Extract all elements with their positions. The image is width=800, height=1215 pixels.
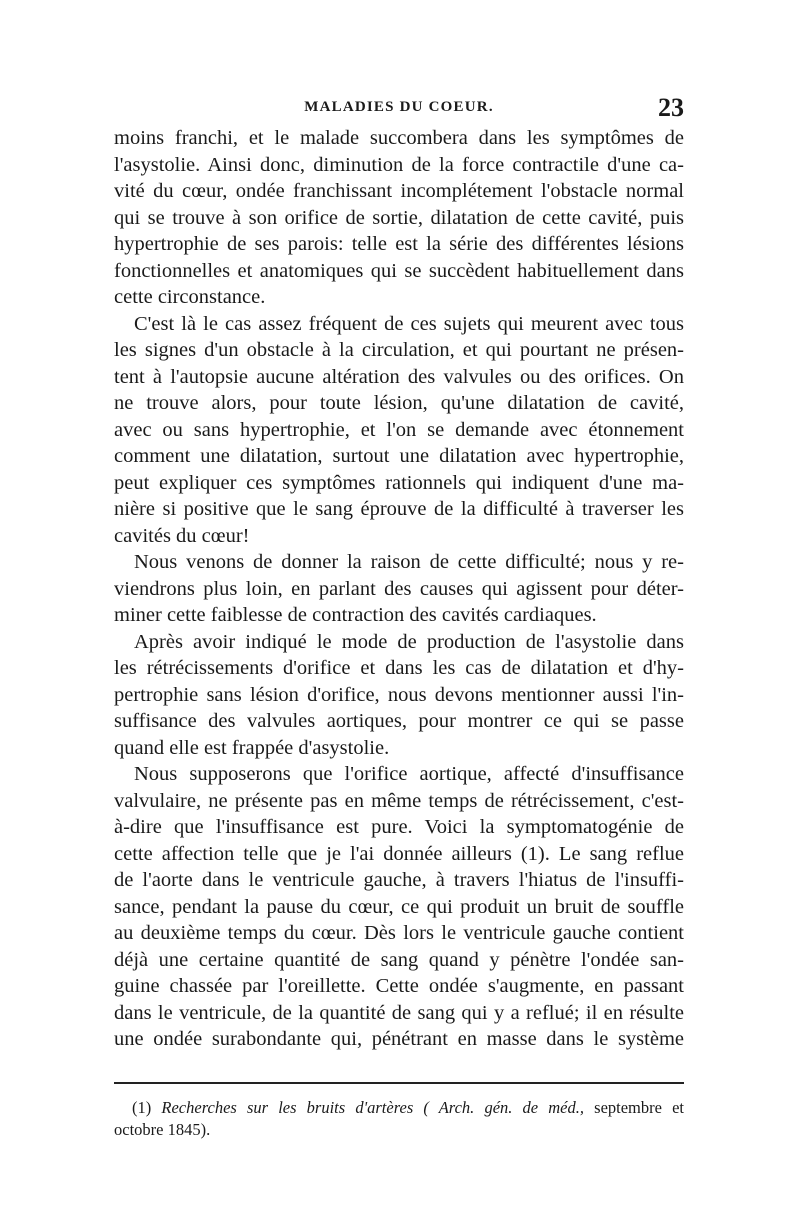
text-line: C'est là le cas assez fréquent de ces sujets qui meurent avec tous	[134, 312, 684, 335]
text-line: ne trouve alors, pour toute lésion, qu'une dilatation de cavité,	[114, 392, 684, 414]
text-line: déjà une certaine quantité de sang quand y pénètre l'ondée san-	[114, 948, 684, 971]
text-line: moins franchi, et le malade succombera dans les symptômes de	[114, 127, 684, 149]
text-line: vité du cœur, ondée franchissant incomplétement l'obstacle normal	[114, 180, 684, 202]
text-line: au deuxième temps du cœur. Dès lors le ventricule gauche contient	[114, 922, 684, 944]
text-line: à-dire que l'insuffisance est pure. Voici la symptomatogénie de	[114, 816, 684, 838]
text-line: sance, pendant la pause du cœur, ce qui produit un bruit de souffle	[114, 895, 684, 918]
text-line: tent à l'autopsie aucune altération des valvules ou des orifices. On	[114, 365, 684, 388]
text-line: quand elle est frappée d'asystolie.	[114, 736, 390, 759]
text-line: nière si positive que le sang éprouve de la difficulté à traverser les	[114, 498, 684, 520]
body-text	[114, 125, 684, 1053]
text-line: hypertrophie de ses parois: telle est la série des différentes lésions	[114, 233, 684, 255]
text-line: les signes d'un obstacle à la circulation, et qui pourtant ne présen-	[114, 339, 684, 361]
text-line: valvulaire, ne présente pas en même temps de rétrécissement, c'est-	[114, 789, 684, 812]
text-line: une ondée surabondante qui, pénétrant en masse dans le système	[114, 1028, 684, 1050]
page-header	[114, 93, 684, 121]
text-line: peut expliquer ces symptômes rationnels qui indiquent d'une ma-	[114, 471, 684, 494]
text-line: Après avoir indiqué le mode de production de l'asystolie dans	[134, 630, 684, 653]
text-line: les rétrécissements d'orifice et dans les cas de dilatation et d'hy-	[114, 657, 684, 679]
text-line: l'asystolie. Ainsi donc, diminution de la force contractile d'une ca-	[114, 153, 684, 176]
text-line: viendrons plus loin, en parlant des causes qui agissent pour déter-	[114, 577, 684, 600]
footnote-line-1-rest: septembre et	[594, 1098, 685, 1117]
footnote-line-1	[114, 1097, 684, 1119]
text-line: cette affection telle que je l'ai donnée ailleurs (1). Le sang reflue	[114, 842, 684, 865]
text-line: miner cette faiblesse de contraction des cavités cardiaques.	[114, 604, 597, 626]
footnote-marker: (1)	[132, 1098, 152, 1117]
text-line: avec ou sans hypertrophie, et l'on se demande avec étonnement	[114, 418, 684, 441]
text-line: de l'aorte dans le ventricule gauche, à travers l'hiatus de l'insuffi-	[114, 869, 684, 891]
text-line: guine chassée par l'oreillette. Cette ondée s'augmente, en passant	[114, 975, 684, 997]
footnote-divider	[114, 1082, 684, 1084]
text-line: dans le ventricule, de la quantité de sang qui y a reflué; il en résulte	[114, 1001, 684, 1024]
text-line: cette circonstance.	[114, 286, 266, 308]
page-number: 23	[658, 93, 684, 122]
footnote	[114, 1097, 684, 1141]
text-line: Nous venons de donner la raison de cette difficulté; nous y re-	[134, 551, 684, 573]
running-title: MALADIES DU COEUR.	[304, 99, 494, 115]
text-line: Nous supposerons que l'orifice aortique, affecté d'insuffisance	[134, 763, 684, 785]
text-line: cavités du cœur!	[114, 524, 250, 547]
text-line: qui se trouve à son orifice de sortie, dilatation de cette cavité, puis	[114, 206, 684, 229]
text-line: fonctionnelles et anatomiques qui se succèdent habituellement dans	[114, 259, 684, 282]
text-line: pertrophie sans lésion d'orifice, nous devons mentionner aussi l'in-	[114, 683, 684, 706]
footnote-line-2: octobre 1845).	[114, 1120, 211, 1139]
text-line: suffisance des valvules aortiques, pour montrer ce qui se passe	[114, 710, 684, 732]
footnote-citation: Recherches sur les bruits d'artères ( Arch. gén. de méd.,	[161, 1098, 584, 1117]
text-line: comment une dilatation, surtout une dilatation avec hypertrophie,	[114, 445, 684, 467]
